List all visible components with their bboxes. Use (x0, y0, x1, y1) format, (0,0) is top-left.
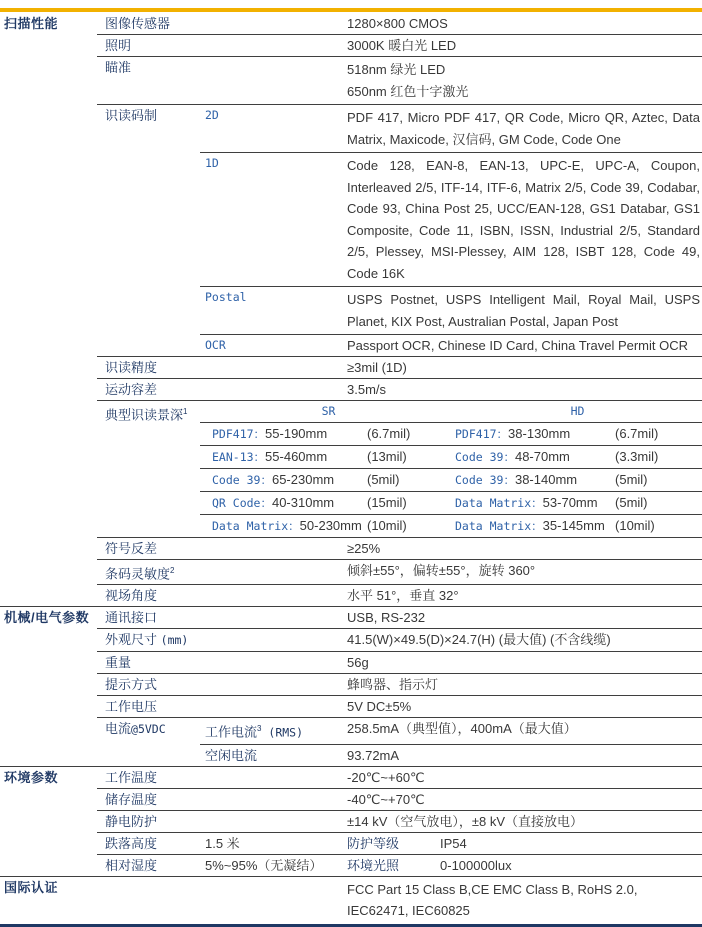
spec-label: 防护等级 (347, 835, 400, 851)
dof-range: 50-230mm (299, 518, 362, 533)
footnote-marker: 1 (183, 407, 188, 416)
table-row (0, 357, 702, 379)
spec-label: 提示方式 (97, 674, 345, 696)
spec-value: -20℃~+60℃ (345, 766, 702, 788)
empty-cell (97, 876, 345, 925)
symbology-type-label: Postal (200, 287, 345, 335)
table-row (0, 674, 702, 696)
dof-code: PDF417： (212, 427, 266, 441)
spec-value: 1280×800 CMOS (347, 16, 448, 31)
table-row (0, 696, 702, 718)
dof-code: Data Matrix： (455, 519, 543, 533)
dof-range: 55-460mm (265, 449, 328, 464)
dof-range: 48-70mm (514, 449, 570, 464)
table-row (0, 401, 702, 423)
table-row (0, 854, 702, 876)
table-row (0, 538, 702, 560)
sensitivity-label: 条码灵敏度 (105, 566, 171, 582)
spec-label: 照明 (97, 35, 345, 57)
spec-value: USB, RS-232 (345, 607, 702, 629)
table-row (0, 788, 702, 810)
dof-column-header-hd: HD (570, 404, 585, 418)
section-title-scan: 扫描性能 (4, 16, 59, 31)
spec-label: 运动容差 (97, 379, 345, 401)
spec-value: 蜂鸣器、指示灯 (345, 674, 702, 696)
table-row (0, 585, 702, 607)
spec-value: ≥3mil (1D) (345, 357, 702, 379)
table-row (0, 652, 702, 674)
dimensions-unit: (mm) (160, 633, 189, 648)
spec-value: USPS Postnet, USPS Intelligent Mail, Royal Mail, USPS Planet, KIX Post, Australian Postal, Japan Post (345, 287, 702, 335)
spec-value: IP54 (440, 835, 467, 851)
spec-value (345, 57, 702, 105)
spec-value: 41.5(W)×49.5(D)×24.7(H) (最大值) (不含线缆) (345, 629, 702, 652)
footnote-marker: 2 (170, 566, 175, 575)
spec-value: 56g (345, 652, 702, 674)
dof-mil: (13mil) (367, 449, 407, 464)
dof-code: PDF417： (455, 427, 509, 441)
symbology-type-label: 1D (200, 153, 345, 287)
spec-label: 静电防护 (97, 810, 345, 832)
table-row (0, 607, 702, 629)
spec-value: 5%~95%（无凝结） (200, 854, 345, 876)
dof-code: Code 39： (212, 473, 272, 487)
table-row (0, 379, 702, 401)
dof-mil: (3.3mil) (615, 449, 659, 464)
dof-code: Code 39： (455, 450, 515, 464)
spec-label: 储存温度 (97, 788, 345, 810)
footnote-marker: 3 (257, 724, 262, 734)
current-label-suffix: @5VDC (131, 722, 166, 737)
dof-mil: (10mil) (367, 518, 407, 533)
aiming-line-1: 518nm 绿光 LED (347, 62, 446, 77)
spec-label (97, 629, 345, 652)
dof-mil: (5mil) (615, 472, 648, 487)
dof-range: 40-310mm (271, 495, 335, 510)
dof-range: 38-140mm (514, 472, 578, 487)
spec-label (97, 401, 200, 538)
current-label: 电流 (105, 721, 132, 737)
spec-pair (345, 832, 702, 854)
spec-value: 93.72mA (345, 744, 702, 766)
spec-label (97, 718, 200, 766)
dof-code: EAN-13： (212, 450, 266, 464)
dof-mil: (6.7mil) (367, 426, 411, 441)
table-row (0, 766, 702, 788)
spec-value: Passport OCR, Chinese ID Card, China Travel Permit OCR (345, 335, 702, 357)
table-row (0, 629, 702, 652)
spec-label: 识读码制 (97, 105, 200, 357)
dof-mil: (10mil) (615, 518, 655, 533)
dof-code: Code 39： (455, 473, 515, 487)
spec-label: 工作电压 (97, 696, 345, 718)
table-row (0, 13, 702, 35)
operating-current-label: 工作电流 (205, 724, 258, 740)
current-sub-label: 空闲电流 (200, 744, 345, 766)
spec-value: 0-100000lux (440, 857, 512, 873)
dof-data-row (200, 423, 702, 446)
dof-mil: (5mil) (367, 472, 400, 487)
spec-label: 识读精度 (97, 357, 345, 379)
table-row (0, 876, 702, 925)
spec-value: 258.5mA（典型值），400mA（最大值） (345, 718, 702, 744)
dof-data-row (200, 469, 702, 492)
dof-code: Data Matrix： (455, 496, 543, 510)
spec-value: 5V DC±5% (345, 696, 702, 718)
table-row (0, 810, 702, 832)
dof-range: 55-190mm (265, 426, 328, 441)
table-row (0, 105, 702, 153)
table-row (0, 718, 702, 744)
spec-value: 3000K 暖白光 LED (345, 35, 702, 57)
spec-table (0, 13, 702, 927)
spec-label: 瞄准 (97, 57, 345, 105)
spec-value: 3.5m/s (345, 379, 702, 401)
spec-label: 相对湿度 (97, 854, 200, 876)
dof-column-header-sr: SR (321, 404, 336, 418)
section-title-env: 环境参数 (0, 766, 97, 876)
dof-code: Data Matrix： (212, 519, 300, 533)
spec-label (97, 560, 345, 585)
spec-label: 工作温度 (97, 766, 345, 788)
dof-range: 38-130mm (508, 426, 571, 441)
spec-label: 环境光照 (347, 857, 400, 873)
spec-value: ≥25% (345, 538, 702, 560)
spec-value: PDF 417, Micro PDF 417, QR Code, Micro QR, Aztec, Data Matrix, Maxicode, 汉信码, GM Code, Code One (345, 105, 702, 153)
dof-mil: (6.7mil) (615, 426, 659, 441)
aiming-line-2: 650nm 红色十字激光 (347, 83, 469, 99)
spec-value: FCC Part 15 Class B,CE EMC Class B, RoHS 2.0, IEC62471, IEC60825 (345, 876, 702, 925)
table-row (0, 35, 702, 57)
dof-data-row (200, 515, 702, 538)
spec-label: 视场角度 (97, 585, 345, 607)
dof-range: 35-145mm (542, 518, 605, 533)
spec-label: 跌落高度 (97, 832, 200, 854)
spec-pair (345, 854, 702, 876)
spec-label: 符号反差 (97, 538, 345, 560)
spec-sheet-page (0, 8, 702, 927)
table-row (0, 832, 702, 854)
spec-value: ±14 kV（空气放电），±8 kV（直接放电） (345, 810, 702, 832)
dof-mil: (15mil) (367, 495, 407, 510)
dof-data-row (200, 446, 702, 469)
table-row (0, 560, 702, 585)
spec-label: 图像传感器 (105, 16, 171, 31)
dof-header-row (200, 401, 702, 423)
dof-label: 典型识读景深 (105, 407, 184, 423)
symbology-type-label: 2D (200, 105, 345, 153)
spec-value: 1.5 米 (200, 832, 345, 854)
table-row (0, 57, 702, 105)
spec-value: 水平 51°，垂直 32° (345, 585, 702, 607)
dof-range: 53-70mm (542, 495, 598, 510)
section-title-cert: 国际认证 (0, 876, 97, 925)
spec-value: Code 128, EAN-8, EAN-13, UPC-E, UPC-A, Coupon, Interleaved 2/5, ITF-14, ITF-6, Matrix 2/5, Code 39, Codabar, Code 93, China Post 25, UCC/EAN-128, GS1 Databar, GS1 Composite, Code 11, ISBN, ISSN, Industrial 2/5, Standard 2/5, Plessey, MSI-Plessey, AIM 128, ISBT 128, Code 49, Code 16K (345, 153, 702, 287)
dimensions-label: 外观尺寸 (105, 632, 158, 648)
spec-value: 倾斜±55°，偏转±55°，旋转 360° (345, 560, 702, 585)
dof-code: QR Code： (212, 496, 272, 510)
spec-label: 通讯接口 (97, 607, 345, 629)
symbology-type-label: OCR (200, 335, 345, 357)
current-sub-label (200, 718, 345, 744)
rms-suffix: (RMS) (261, 725, 304, 740)
section-title-mech: 机械/电气参数 (0, 607, 97, 766)
dof-mil: (5mil) (615, 495, 648, 510)
spec-value: -40℃~+70℃ (345, 788, 702, 810)
spec-label: 重量 (97, 652, 345, 674)
dof-data-row (200, 492, 702, 515)
dof-range: 65-230mm (271, 472, 335, 487)
